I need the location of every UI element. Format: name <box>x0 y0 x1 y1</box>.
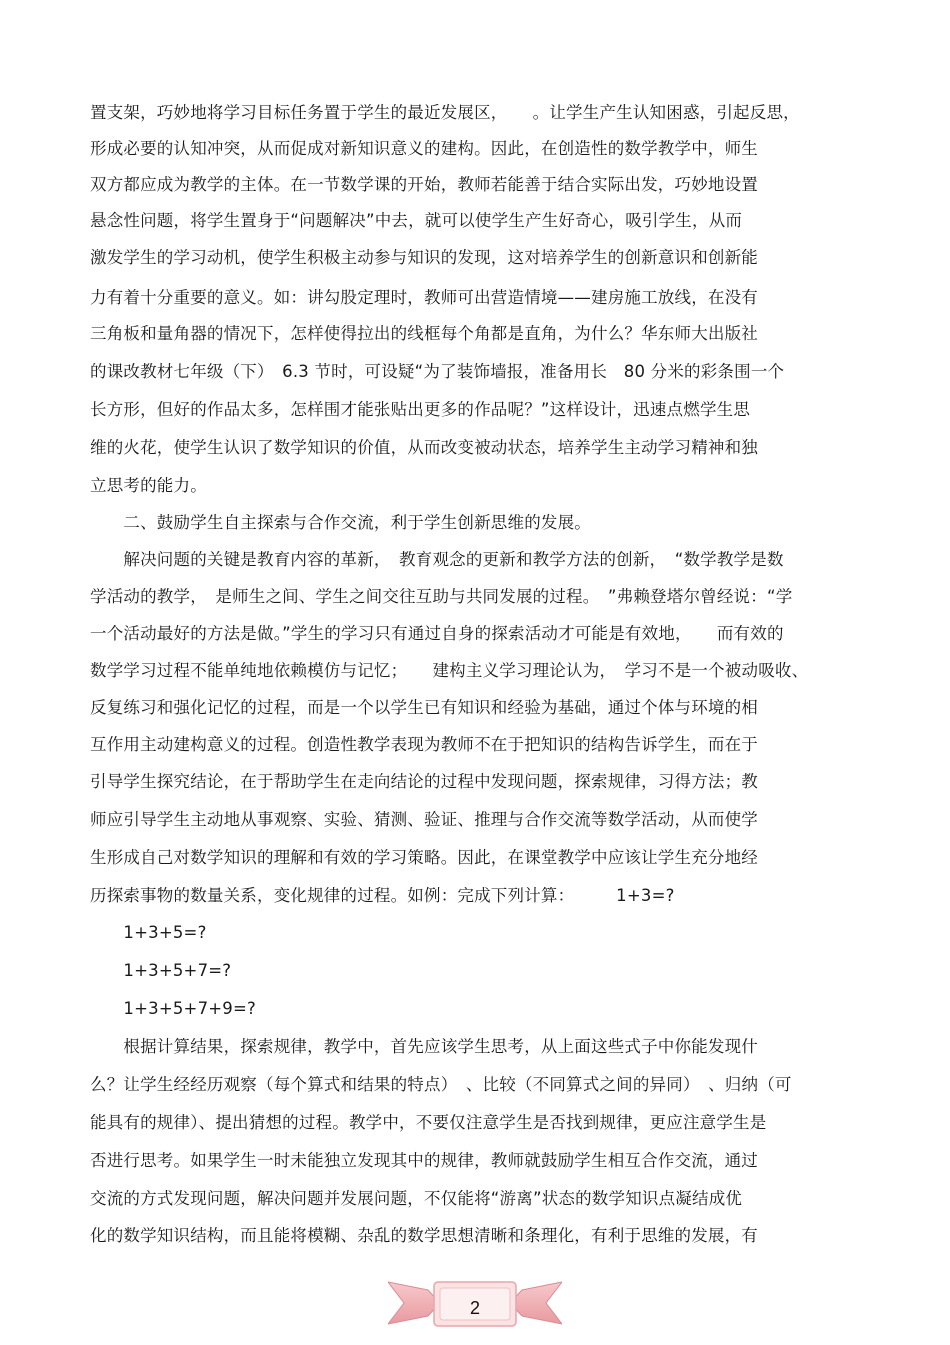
text-line: 互作用主动建构意义的过程。创造性教学表现为教师不在于把知识的结构告诉学生，而在于 <box>90 735 758 754</box>
text-line: 解决问题的关键是教育内容的革新， 教育观念的更新和教学方法的创新， “数学教学是数 <box>90 550 784 569</box>
text-line: 置支架，巧妙地将学习目标任务置于学生的最近发展区， 。让学生产生认知困惑，引起反思， <box>90 103 800 122</box>
text-line: 交流的方式发现问题，解决问题并发展问题，不仅能将“游离”状态的数学知识点凝结成优 <box>90 1189 743 1208</box>
text-line: 长方形，但好的作品太多，怎样围才能张贴出更多的作品呢？”这样设计，迅速点燃学生思 <box>90 400 751 419</box>
text-line: 三角板和量角器的情况下，怎样使得拉出的线框每个角都是直角，为什么？华东师大出版社 <box>90 324 758 343</box>
text-line: 师应引导学生主动地从事观察、实验、猜测、验证、推理与合作交流等数学活动，从而使学 <box>90 810 758 829</box>
text-line: 一个活动最好的方法是做。”学生的学习只有通过自身的探索活动才可能是有效地， 而有效的 <box>90 624 784 643</box>
text-line: 反复练习和强化记忆的过程，而是一个以学生已有知识和经验为基础，通过个体与环境的相 <box>90 698 758 717</box>
text-line: 力有着十分重要的意义。如：讲勾股定理时，教师可出营造情境——建房施工放线，在没有 <box>90 288 758 307</box>
text-line: 生形成自己对数学知识的理解和有效的学习策略。因此，在课堂教学中应该让学生充分地经 <box>90 848 758 867</box>
text-line: 能具有的规律）、提出猜想的过程。教学中，不要仅注意学生是否找到规律，更应注意学生是 <box>90 1113 767 1132</box>
section-heading: 二、鼓励学生自主探索与合作交流，利于学生创新思维的发展。 <box>90 513 591 532</box>
text-line: 历探索事物的数量关系，变化规律的过程。如例：完成下列计算： 1+3=? <box>90 886 675 905</box>
text-line: 立思考的能力。 <box>90 476 207 495</box>
text-line: 的课改教材七年级（下） 6.3 节时，可设疑“为了装饰墙报，准备用长 80 分米的彩条围一个 <box>90 362 785 381</box>
text-line: 学活动的教学， 是师生之间、学生之间交往互助与共同发展的过程。 ”弗赖登塔尔曾经说：“学 <box>90 587 793 606</box>
text-line: 双方都应成为教学的主体。在一节数学课的开始，教师若能善于结合实际出发，巧妙地设置 <box>90 175 758 194</box>
text-line: 么？让学生经经历观察（每个算式和结果的特点） 、比较（不同算式之间的异同） 、归纳（可 <box>90 1075 792 1094</box>
text-line: 引导学生探究结论，在于帮助学生在走向结论的过程中发现问题，探索规律，习得方法；教 <box>90 772 758 791</box>
text-line: 激发学生的学习动机，使学生积极主动参与知识的发现，这对培养学生的创新意识和创新能 <box>90 248 758 267</box>
equation-line: 1+3+5+7+9=? <box>90 999 256 1018</box>
text-line: 否进行思考。如果学生一时未能独立发现其中的规律，教师就鼓励学生相互合作交流，通过 <box>90 1151 758 1170</box>
text-line: 形成必要的认知冲突，从而促成对新知识意义的建构。因此，在创造性的数学教学中，师生 <box>90 139 758 158</box>
page-footer <box>0 1268 950 1338</box>
text-line: 数学学习过程不能单纯地依赖模仿与记忆； 建构主义学习理论认为， 学习不是一个被动吸收、 <box>90 661 809 680</box>
text-line: 维的火花，使学生认识了数学知识的价值，从而改变被动状态，培养学生主动学习精神和独 <box>90 438 758 457</box>
text-line: 根据计算结果，探索规律，教学中，首先应该学生思考，从上面这些式子中你能发现什 <box>90 1037 758 1056</box>
text-line: 化的数学知识结构，而且能将模糊、杂乱的数学思想清晰和条理化，有利于思维的发展，有 <box>90 1226 758 1245</box>
page-number: 2 <box>469 1298 480 1318</box>
equation-line: 1+3+5=? <box>90 923 207 942</box>
text-line: 悬念性问题，将学生置身于“问题解决”中去，就可以使学生产生好奇心，吸引学生，从而 <box>90 211 743 230</box>
equation-line: 1+3+5+7=? <box>90 961 232 980</box>
